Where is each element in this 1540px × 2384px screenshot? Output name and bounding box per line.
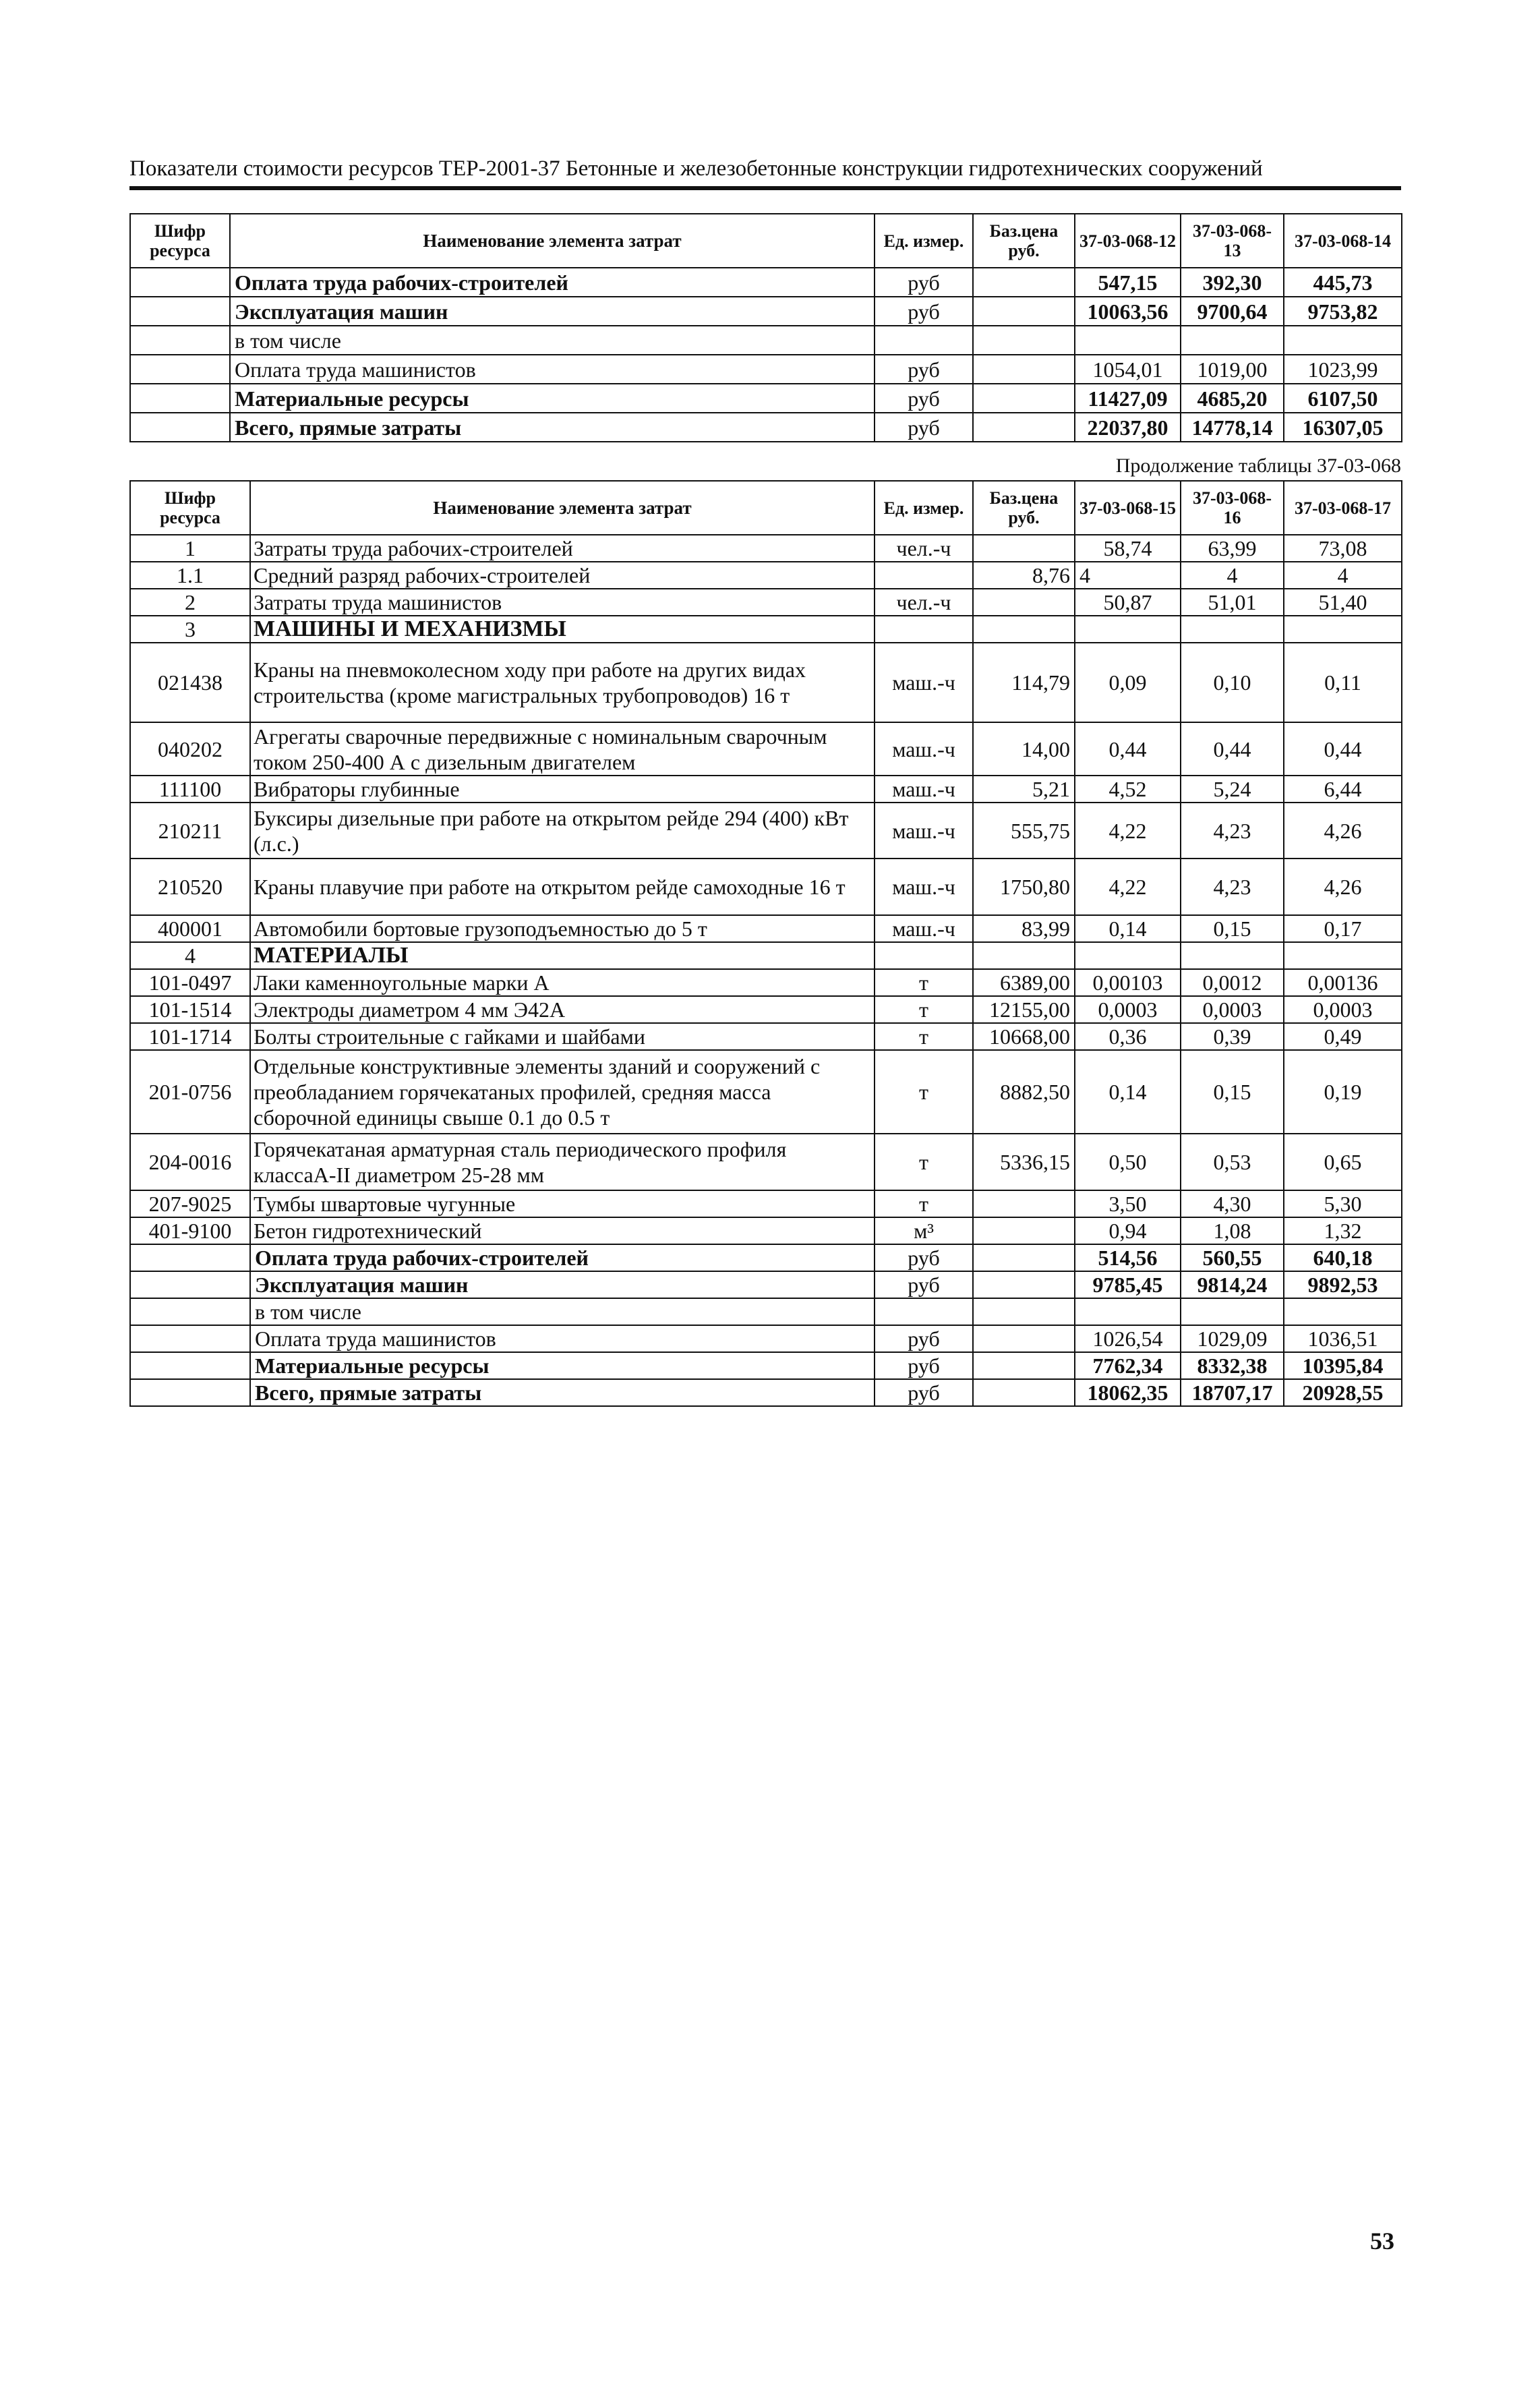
row-value: 4,23 — [1181, 859, 1284, 915]
row-value: 3,50 — [1075, 1190, 1181, 1217]
table-row — [130, 996, 1402, 1023]
row-value: 0,65 — [1284, 1134, 1402, 1190]
row-unit: руб — [875, 297, 973, 326]
row-price: 83,99 — [973, 915, 1075, 942]
totals-row — [130, 1325, 1402, 1352]
row-value: 0,14 — [1075, 915, 1181, 942]
row-name: Материальные ресурсы — [230, 384, 875, 413]
header-col-14: 37-03-068-14 — [1284, 214, 1402, 268]
row-value: 6,44 — [1284, 776, 1402, 803]
row-value: 9753,82 — [1284, 297, 1402, 326]
total-name: Оплата труда машинистов — [250, 1325, 875, 1352]
header-col-16: 37-03-068-16 — [1181, 481, 1284, 535]
row-unit: т — [875, 1134, 973, 1190]
header-name: Наименование элемента затрат — [250, 481, 875, 535]
row-name: Затраты труда машинистов — [250, 589, 875, 616]
row-value: 4 — [1075, 562, 1181, 589]
row-name: Отдельные конструктивные элементы зданий и сооружений с преобладанием горячекатаных профилей, средняя масса сборочной единицы свыше 0.1 до 0.5 т — [250, 1050, 875, 1134]
resource-table-2 — [129, 480, 1402, 1407]
table-row — [130, 589, 1402, 616]
row-value: 16307,05 — [1284, 413, 1402, 442]
row-name: Средний разряд рабочих-строителей — [250, 562, 875, 589]
row-name: Лаки каменноугольные марки А — [250, 969, 875, 996]
table-row — [130, 969, 1402, 996]
row-value: 547,15 — [1075, 268, 1181, 297]
table-row — [130, 915, 1402, 942]
total-value: 1036,51 — [1284, 1325, 1402, 1352]
row-name: Тумбы швартовые чугунные — [250, 1190, 875, 1217]
row-name: Вибраторы глубинные — [250, 776, 875, 803]
row-price — [973, 589, 1075, 616]
section-title-machines: МАШИНЫ И МЕХАНИЗМЫ — [250, 616, 875, 643]
row-unit: т — [875, 996, 973, 1023]
row-value: 73,08 — [1284, 535, 1402, 562]
table-row — [130, 297, 1402, 326]
row-name: Оплата труда машинистов — [230, 355, 875, 384]
row-value: 0,11 — [1284, 643, 1402, 722]
row-value: 14778,14 — [1181, 413, 1284, 442]
row-value: 0,50 — [1075, 1134, 1181, 1190]
row-unit: маш.-ч — [875, 722, 973, 776]
total-value: 10395,84 — [1284, 1352, 1402, 1379]
row-value: 0,15 — [1181, 915, 1284, 942]
row-unit: чел.-ч — [875, 589, 973, 616]
row-value: 0,44 — [1284, 722, 1402, 776]
row-value: 0,53 — [1181, 1134, 1284, 1190]
row-name: Автомобили бортовые грузоподъемностью до 5 т — [250, 915, 875, 942]
table-row — [130, 942, 1402, 969]
table-row — [130, 326, 1402, 355]
totals-row — [130, 1298, 1402, 1325]
header-col-15: 37-03-068-15 — [1075, 481, 1181, 535]
row-unit: чел.-ч — [875, 535, 973, 562]
table-row — [130, 643, 1402, 722]
total-unit: руб — [875, 1352, 973, 1379]
row-value: 0,17 — [1284, 915, 1402, 942]
row-unit: т — [875, 1023, 973, 1050]
total-value: 640,18 — [1284, 1244, 1402, 1271]
header-price: Баз.цена руб. — [973, 481, 1075, 535]
table-row — [130, 384, 1402, 413]
row-value: 5,24 — [1181, 776, 1284, 803]
row-unit: маш.-ч — [875, 915, 973, 942]
row-price: 1750,80 — [973, 859, 1075, 915]
table-row — [130, 1023, 1402, 1050]
table-row — [130, 535, 1402, 562]
table-header-row — [130, 481, 1402, 535]
row-value: 4,23 — [1181, 803, 1284, 859]
continuation-note: Продолжение таблицы 37-03-068 — [1115, 455, 1401, 477]
total-name: в том числе — [250, 1298, 875, 1325]
row-code: 400001 — [130, 915, 250, 942]
row-value: 0,09 — [1075, 643, 1181, 722]
summary-table-1 — [129, 213, 1402, 442]
totals-row — [130, 1379, 1402, 1406]
total-value: 514,56 — [1075, 1244, 1181, 1271]
row-unit: маш.-ч — [875, 643, 973, 722]
total-value: 8332,38 — [1181, 1352, 1284, 1379]
row-value: 0,19 — [1284, 1050, 1402, 1134]
row-price: 14,00 — [973, 722, 1075, 776]
header-price: Баз.цена руб. — [973, 214, 1075, 268]
totals-row — [130, 1244, 1402, 1271]
row-name: Затраты труда рабочих-строителей — [250, 535, 875, 562]
row-value: 392,30 — [1181, 268, 1284, 297]
row-price: 8882,50 — [973, 1050, 1075, 1134]
row-value: 0,10 — [1181, 643, 1284, 722]
row-value: 0,0003 — [1284, 996, 1402, 1023]
row-code: 040202 — [130, 722, 250, 776]
row-value: 58,74 — [1075, 535, 1181, 562]
total-value: 560,55 — [1181, 1244, 1284, 1271]
table-row — [130, 722, 1402, 776]
row-unit: руб — [875, 268, 973, 297]
row-unit: м³ — [875, 1217, 973, 1244]
row-unit: руб — [875, 413, 973, 442]
row-code: 210211 — [130, 803, 250, 859]
row-value: 4,52 — [1075, 776, 1181, 803]
row-code: 021438 — [130, 643, 250, 722]
table-row — [130, 1217, 1402, 1244]
total-unit: руб — [875, 1379, 973, 1406]
row-value: 1019,00 — [1181, 355, 1284, 384]
row-value: 4,26 — [1284, 803, 1402, 859]
totals-row — [130, 1271, 1402, 1298]
row-unit: руб — [875, 384, 973, 413]
row-value: 445,73 — [1284, 268, 1402, 297]
row-price: 6389,00 — [973, 969, 1075, 996]
page-number: 53 — [1370, 2228, 1394, 2255]
total-name: Материальные ресурсы — [250, 1352, 875, 1379]
row-value: 4,30 — [1181, 1190, 1284, 1217]
row-name: Буксиры дизельные при работе на открытом рейде 294 (400) кВт (л.с.) — [250, 803, 875, 859]
row-value: 0,0003 — [1181, 996, 1284, 1023]
row-value: 4 — [1181, 562, 1284, 589]
row-name: в том числе — [230, 326, 875, 355]
row-unit: маш.-ч — [875, 803, 973, 859]
row-value: 51,40 — [1284, 589, 1402, 616]
row-code: 1.1 — [130, 562, 250, 589]
header-col-12: 37-03-068-12 — [1075, 214, 1181, 268]
row-value: 0,44 — [1181, 722, 1284, 776]
total-value: 20928,55 — [1284, 1379, 1402, 1406]
total-value: 9814,24 — [1181, 1271, 1284, 1298]
row-value: 9700,64 — [1181, 297, 1284, 326]
row-price: 114,79 — [973, 643, 1075, 722]
row-name: Агрегаты сварочные передвижные с номинальным сварочным током 250-400 А с дизельным двигателем — [250, 722, 875, 776]
total-value: 7762,34 — [1075, 1352, 1181, 1379]
row-price: 10668,00 — [973, 1023, 1075, 1050]
row-value: 0,00136 — [1284, 969, 1402, 996]
row-value: 0,94 — [1075, 1217, 1181, 1244]
row-name: Эксплуатация машин — [230, 297, 875, 326]
row-price: 5336,15 — [973, 1134, 1075, 1190]
header-rule — [129, 186, 1401, 190]
table-row — [130, 803, 1402, 859]
row-unit: т — [875, 1190, 973, 1217]
row-code: 2 — [130, 589, 250, 616]
row-price — [973, 1217, 1075, 1244]
row-code: 101-1714 — [130, 1023, 250, 1050]
row-price: 8,76 — [973, 562, 1075, 589]
row-unit: маш.-ч — [875, 859, 973, 915]
row-value: 1023,99 — [1284, 355, 1402, 384]
row-unit: т — [875, 1050, 973, 1134]
row-code: 111100 — [130, 776, 250, 803]
row-value: 0,15 — [1181, 1050, 1284, 1134]
row-price: 5,21 — [973, 776, 1075, 803]
row-price: 12155,00 — [973, 996, 1075, 1023]
total-value: 1029,09 — [1181, 1325, 1284, 1352]
totals-row — [130, 1352, 1402, 1379]
row-price — [973, 1190, 1075, 1217]
row-value: 0,14 — [1075, 1050, 1181, 1134]
table-header-row — [130, 214, 1402, 268]
row-code: 401-9100 — [130, 1217, 250, 1244]
row-value: 10063,56 — [1075, 297, 1181, 326]
table-row — [130, 859, 1402, 915]
row-name: Электроды диаметром 4 мм Э42А — [250, 996, 875, 1023]
row-code: 101-1514 — [130, 996, 250, 1023]
row-value: 4,26 — [1284, 859, 1402, 915]
row-value: 1054,01 — [1075, 355, 1181, 384]
total-unit: руб — [875, 1271, 973, 1298]
total-name: Оплата труда рабочих-строителей — [250, 1244, 875, 1271]
row-value: 4,22 — [1075, 859, 1181, 915]
table-row — [130, 1050, 1402, 1134]
row-price: 555,75 — [973, 803, 1075, 859]
row-value: 0,44 — [1075, 722, 1181, 776]
row-value: 4685,20 — [1181, 384, 1284, 413]
row-code: 210520 — [130, 859, 250, 915]
row-unit: руб — [875, 355, 973, 384]
row-value: 0,39 — [1181, 1023, 1284, 1050]
total-unit: руб — [875, 1325, 973, 1352]
table-row — [130, 562, 1402, 589]
total-unit: руб — [875, 1244, 973, 1271]
table-row — [130, 776, 1402, 803]
row-name: Бетон гидротехнический — [250, 1217, 875, 1244]
row-price — [973, 535, 1075, 562]
table-row — [130, 1134, 1402, 1190]
row-value: 5,30 — [1284, 1190, 1402, 1217]
header-unit: Ед. измер. — [875, 214, 973, 268]
row-unit: т — [875, 969, 973, 996]
row-code: 101-0497 — [130, 969, 250, 996]
page-header: Показатели стоимости ресурсов ТЕР-2001-37 Бетонные и железобетонные конструкции гидротехнических сооружений — [129, 156, 1263, 181]
row-code: 4 — [130, 942, 250, 969]
section-title-materials: МАТЕРИАЛЫ — [250, 942, 875, 969]
total-value: 9892,53 — [1284, 1271, 1402, 1298]
row-value: 50,87 — [1075, 589, 1181, 616]
header-name: Наименование элемента затрат — [230, 214, 875, 268]
table-row — [130, 413, 1402, 442]
row-value: 22037,80 — [1075, 413, 1181, 442]
total-name: Всего, прямые затраты — [250, 1379, 875, 1406]
row-code: 3 — [130, 616, 250, 643]
row-value: 1,32 — [1284, 1217, 1402, 1244]
row-code: 207-9025 — [130, 1190, 250, 1217]
header-code: Шифр ресурса — [130, 214, 230, 268]
table-row — [130, 616, 1402, 643]
row-value: 0,0003 — [1075, 996, 1181, 1023]
row-value: 0,49 — [1284, 1023, 1402, 1050]
table-row — [130, 1190, 1402, 1217]
row-value: 6107,50 — [1284, 384, 1402, 413]
row-value: 4 — [1284, 562, 1402, 589]
row-value: 63,99 — [1181, 535, 1284, 562]
total-name: Эксплуатация машин — [250, 1271, 875, 1298]
header-col-13: 37-03-068-13 — [1181, 214, 1284, 268]
row-name: Горячекатаная арматурная сталь периодического профиля классаА-II диаметром 25-28 мм — [250, 1134, 875, 1190]
row-value: 4,22 — [1075, 803, 1181, 859]
row-name: Краны плавучие при работе на открытом рейде самоходные 16 т — [250, 859, 875, 915]
header-unit: Ед. измер. — [875, 481, 973, 535]
table-row — [130, 355, 1402, 384]
row-code: 1 — [130, 535, 250, 562]
row-value: 0,00103 — [1075, 969, 1181, 996]
header-col-17: 37-03-068-17 — [1284, 481, 1402, 535]
row-value: 0,0012 — [1181, 969, 1284, 996]
total-value: 18062,35 — [1075, 1379, 1181, 1406]
row-name: Всего, прямые затраты — [230, 413, 875, 442]
table-row — [130, 268, 1402, 297]
row-value: 51,01 — [1181, 589, 1284, 616]
row-code: 204-0016 — [130, 1134, 250, 1190]
total-value: 1026,54 — [1075, 1325, 1181, 1352]
total-value: 18707,17 — [1181, 1379, 1284, 1406]
row-name: Оплата труда рабочих-строителей — [230, 268, 875, 297]
row-name: Краны на пневмоколесном ходу при работе на других видах строительства (кроме магистральных трубопроводов) 16 т — [250, 643, 875, 722]
row-code: 201-0756 — [130, 1050, 250, 1134]
row-unit: маш.-ч — [875, 776, 973, 803]
row-name: Болты строительные с гайками и шайбами — [250, 1023, 875, 1050]
row-value: 0,36 — [1075, 1023, 1181, 1050]
total-value: 9785,45 — [1075, 1271, 1181, 1298]
header-code: Шифр ресурса — [130, 481, 250, 535]
row-unit — [875, 562, 973, 589]
row-value: 11427,09 — [1075, 384, 1181, 413]
row-value: 1,08 — [1181, 1217, 1284, 1244]
